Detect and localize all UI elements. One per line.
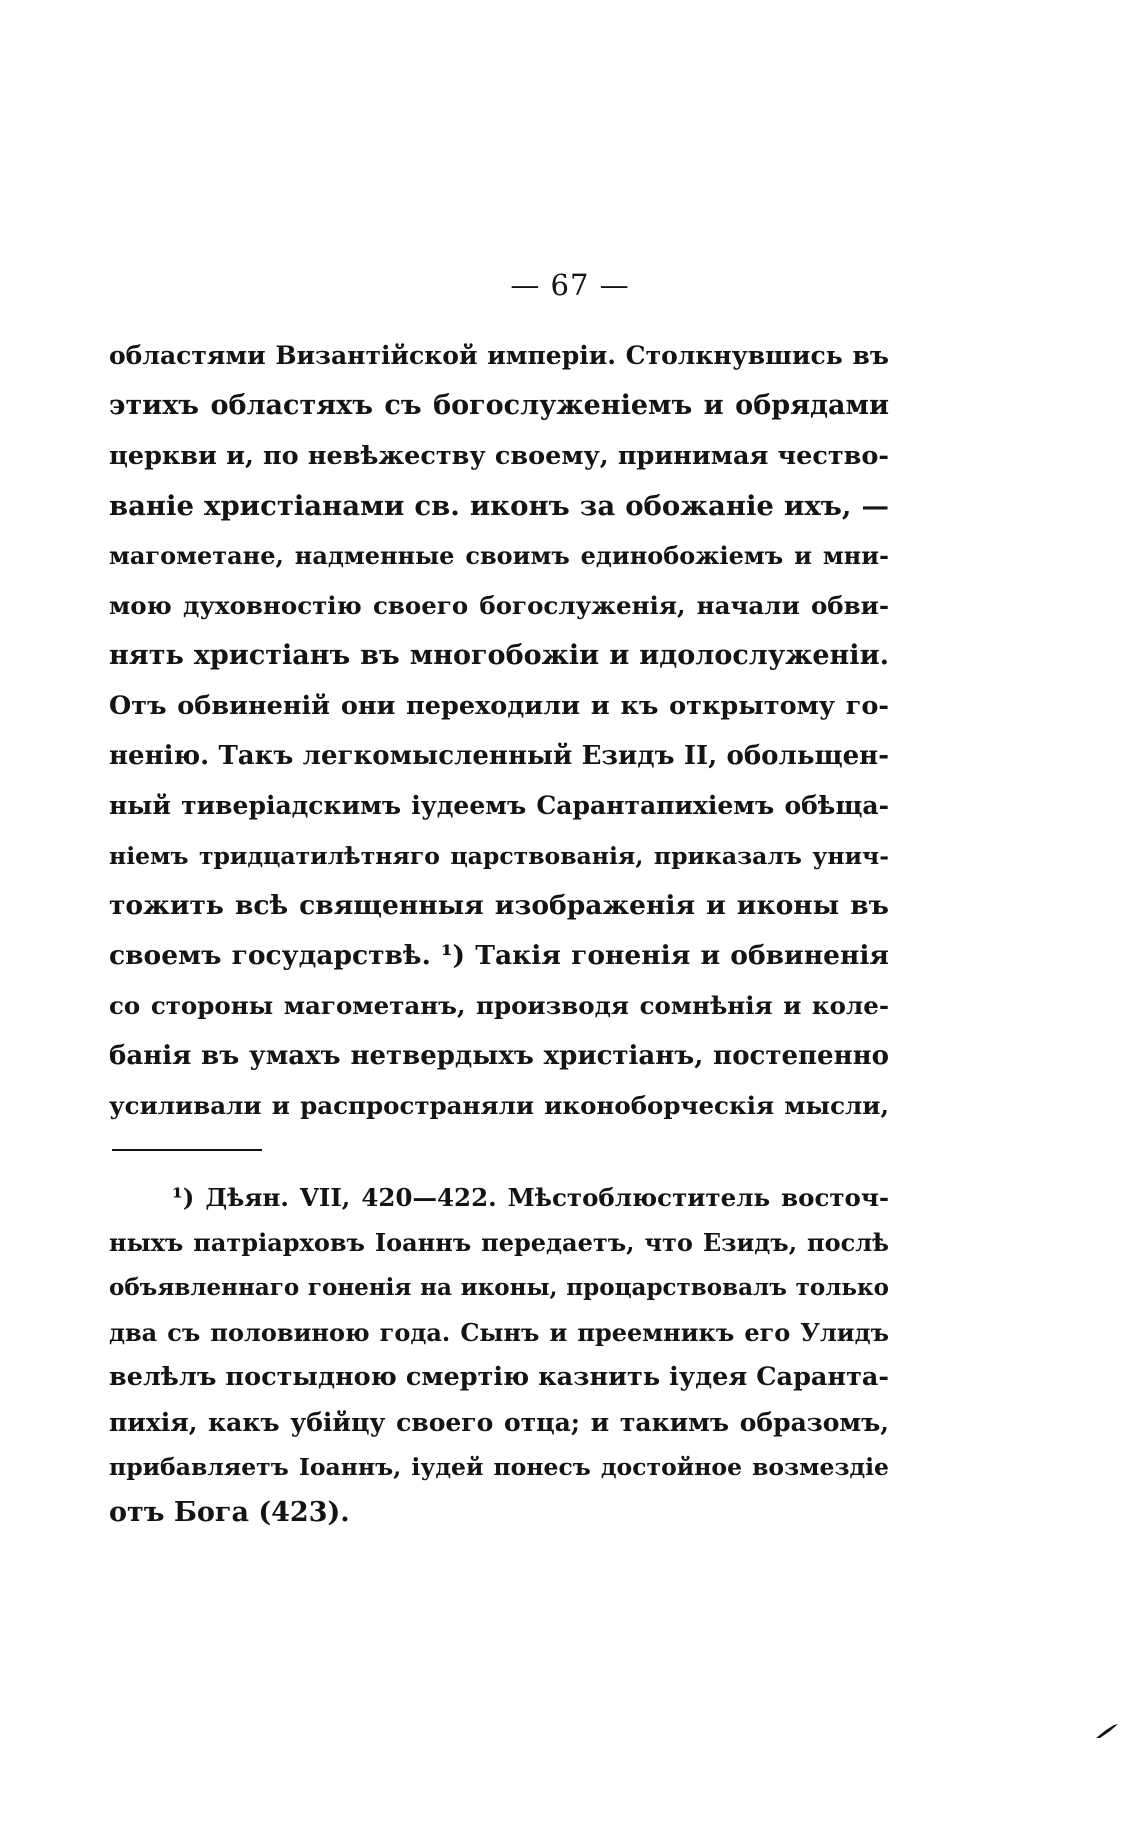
text-line: ный тиверіадскимъ іудеемъ Сарантапихіемъ обѣща- [109,791,889,820]
footnote-line: ¹) Дѣян. VII, 420—422. Мѣстоблюститель восточ- [172,1183,889,1212]
text-line: ненію. Такъ легкомысленный Езидъ II, обольщен- [109,741,889,771]
text-line: своемъ государствѣ. ¹) Такія гоненія и обвиненія [109,940,889,971]
text-line: тожить всѣ священныя изображенія и иконы въ [109,890,889,921]
text-line: мою духовностію своего богослуженія, начали обви- [109,591,889,620]
text-line: Отъ обвиненій они переходили и къ открытому го- [109,691,889,721]
ink-speck-mark [1094,1721,1124,1741]
text-line: банія въ умахъ нетвердыхъ христіанъ, постепенно [109,1041,889,1071]
footnote-divider [112,1149,262,1151]
text-line: ваніе христіанами св. иконъ за обожаніе ихъ, — [109,490,889,522]
text-line: этихъ областяхъ съ богослуженіемъ и обрядами [109,390,889,421]
page-number: — 67 — [510,268,630,302]
text-line: усиливали и распространяли иконоборческія мысли, [109,1091,889,1120]
footnote-line: два съ половиною года. Сынъ и преемникъ его Улидъ [109,1318,889,1347]
text-line: нять христіанъ въ многобожіи и идолослуженіи. [109,640,889,671]
footnote [109,1175,889,1535]
footnote-line: отъ Бога (423). [109,1497,350,1528]
footnote-line: пихія, какъ убійцу своего отца; и такимъ образомъ, [109,1408,889,1437]
text-line: магометане, надменные своимъ единобожіемъ и мни- [109,541,889,570]
footnote-line: ныхъ патріарховъ Іоаннъ передаетъ, что Езидъ, послѣ [109,1228,889,1257]
text-line: областями Византійской имперіи. Столкнувшись въ [109,341,889,370]
footnote-line: велѣлъ постыдною смертію казнить іудея Саранта- [109,1362,889,1392]
text-line: ніемъ тридцатилѣтняго царствованія, приказалъ унич- [109,842,889,870]
footnote-line: объявленнаго гоненія на иконы, процарствовалъ только [109,1274,889,1301]
footnote-line: прибавляетъ Іоаннъ, іудей понесъ достойное возмездіе [109,1453,889,1481]
text-line: со стороны магометанъ, производя сомнѣнія и коле- [109,991,889,1020]
main-text [109,331,889,1131]
text-line: церкви и, по невѣжеству своему, принимая чество- [109,441,889,471]
